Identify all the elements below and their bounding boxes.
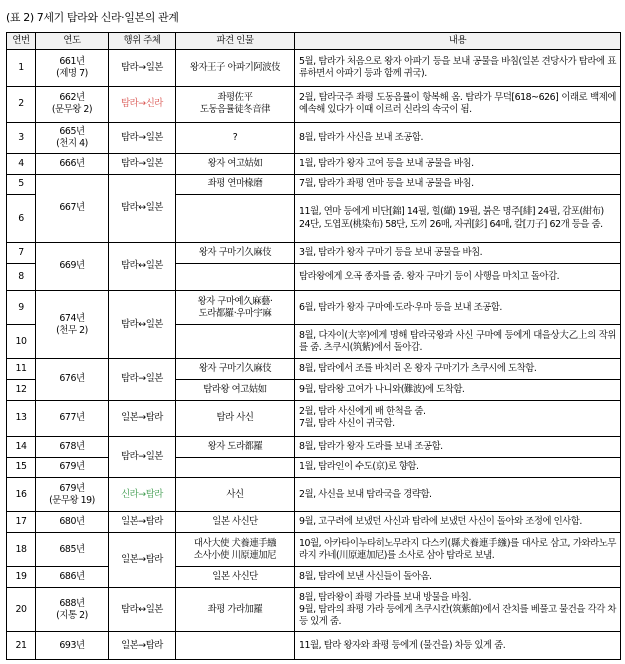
content-cell (295, 243, 621, 264)
cell-line: 탐라 사신 (216, 412, 254, 424)
cell-line: 일본 사신단 (212, 570, 258, 582)
year-cell (36, 587, 109, 632)
year-cell (36, 567, 109, 588)
row-number-cell: 19 (7, 567, 36, 588)
cell-line: 11월, 탐라 왕자와 좌평 등에게 (물건을) 차등 있게 줌. (299, 639, 506, 651)
year-cell (36, 243, 109, 291)
row-number-cell: 3 (7, 123, 36, 154)
cell-line: 소사小使 川原連加尼 (193, 549, 277, 561)
cell-line: 6월, 탐라가 왕자 구마예·도라·우마 등을 보내 조공함. (299, 301, 502, 313)
cell-line: 탐라왕 여고姑如 (203, 383, 267, 395)
content-cell (295, 123, 621, 154)
col-header-number: 연번 (7, 33, 36, 50)
envoy-cell (176, 457, 295, 478)
cell-line: 679년 (59, 482, 85, 494)
row-number-cell: 12 (7, 380, 36, 401)
year-cell (36, 86, 109, 123)
cell-line: 674년 (59, 312, 85, 324)
content-cell (295, 478, 621, 512)
cell-line: 686년 (59, 570, 85, 582)
content-cell (295, 86, 621, 123)
actor-cell: 탐라→일본 (109, 359, 176, 400)
actor-cell: 일본→탐라 (109, 632, 176, 660)
cell-line: 10월, 아카타이누타히노무라지 다스키(縣犬養連手繈)를 대사로 삼고, 가와라노무라지 카네(川原連加尼)를 소사로 삼아 탐라로 보냄. (299, 537, 616, 561)
actor-cell: 탐라→일본 (109, 437, 176, 478)
envoy-cell (176, 380, 295, 401)
envoy-cell (176, 325, 295, 359)
row-number-cell: 8 (7, 263, 36, 290)
actor-cell: 신라→탐라 (109, 478, 176, 512)
actor-cell: 탐라→신라 (109, 86, 176, 123)
content-cell (295, 567, 621, 588)
cell-line: 2월, 탐라 사신에게 배 한척을 줌. (299, 406, 426, 418)
envoy-cell (176, 195, 295, 243)
cell-line: (천지 4) (56, 138, 88, 149)
cell-line: 도동음률徒冬音律 (199, 104, 271, 116)
year-cell (36, 123, 109, 154)
row-number-cell: 20 (7, 587, 36, 632)
cell-line: 1월, 탐라가 왕자 고여 등을 보내 공물을 바침. (299, 157, 474, 169)
actor-cell: 탐라↔일본 (109, 243, 176, 291)
cell-line: (문무왕 19) (49, 494, 95, 506)
cell-line: (문무왕 2) (51, 104, 93, 116)
cell-line: 5월, 탐라가 처음으로 왕자 아파기 등을 보내 공물을 바침(일본 견당사가 탐라에 표류하면서 아파기 등과 함께 귀국). (299, 55, 616, 79)
cell-line: 665년 (59, 125, 85, 137)
cell-line: 679년 (59, 461, 85, 473)
cell-line: 678년 (59, 440, 85, 452)
table-row (7, 587, 621, 632)
cell-line: 688년 (59, 597, 85, 609)
cell-line: 왕자王子 아파기阿波伎 (189, 61, 281, 73)
header-row (7, 33, 621, 50)
actor-cell: 탐라→일본 (109, 123, 176, 154)
row-number-cell: 1 (7, 50, 36, 87)
content-cell (295, 325, 621, 359)
row-number-cell: 13 (7, 400, 36, 437)
year-cell (36, 532, 109, 566)
actor-cell: 탐라→일본 (109, 153, 176, 174)
relations-table (6, 32, 621, 660)
table-row (7, 86, 621, 123)
year-cell (36, 153, 109, 174)
row-number-cell: 2 (7, 86, 36, 123)
content-cell (295, 437, 621, 458)
actor-cell: 탐라↔일본 (109, 174, 176, 243)
col-header-content: 내용 (295, 33, 621, 50)
cell-line: 일본 사신단 (212, 516, 258, 528)
cell-line: (제명 7) (56, 67, 88, 79)
content-cell (295, 532, 621, 566)
cell-line: 왕자 구마기久麻伎 (198, 363, 272, 375)
cell-line: 3월, 탐라가 왕자 구마기 등을 보내 공물을 바침. (299, 246, 483, 258)
cell-line: 8월, 탐라가 사신을 보내 조공함. (299, 131, 423, 143)
row-number-cell: 17 (7, 512, 36, 533)
row-number-cell: 5 (7, 174, 36, 195)
cell-line: 661년 (59, 55, 85, 67)
envoy-cell (176, 400, 295, 437)
cell-line: 8월, 다자이(大宰)에게 명해 탐라국왕과 사신 구마예 등에게 대을상大乙上의 작위를 줌. 츠쿠시(筑紫)에서 돌아감. (299, 329, 616, 353)
row-number-cell: 4 (7, 153, 36, 174)
table-row (7, 512, 621, 533)
cell-line: 왕자 구마기久麻伎 (198, 246, 272, 258)
table-row (7, 532, 621, 566)
cell-line: 좌평佐平 (217, 92, 253, 104)
cell-line: 왕자 구마예久麻藝· (197, 295, 273, 307)
row-number-cell: 9 (7, 290, 36, 324)
cell-line: 좌평 가라加羅 (207, 603, 263, 615)
cell-line: 왕자 여고姑如 (207, 157, 263, 169)
cell-line: 사신 (226, 488, 244, 500)
table-row (7, 153, 621, 174)
cell-line: 666년 (59, 157, 85, 169)
cell-line: 2월, 탐라국주 좌평 도동음률이 항복해 옴. 탐라가 무덕[618~626] 이래로 백제에 예속해 있다가 이때 이르러 신라의 속국이 됨. (299, 92, 616, 116)
table-row (7, 243, 621, 264)
row-number-cell: 15 (7, 457, 36, 478)
table-row (7, 50, 621, 87)
table-row (7, 632, 621, 660)
year-cell (36, 632, 109, 660)
envoy-cell (176, 263, 295, 290)
year-cell (36, 174, 109, 243)
envoy-cell (176, 174, 295, 195)
year-cell (36, 400, 109, 437)
cell-line: 7월, 탐라 사신이 귀국함. (299, 418, 395, 430)
row-number-cell: 14 (7, 437, 36, 458)
actor-cell: 일본→탐라 (109, 512, 176, 533)
table-row (7, 359, 621, 380)
col-header-actor: 행위 주체 (109, 33, 176, 50)
table-row (7, 478, 621, 512)
row-number-cell: 18 (7, 532, 36, 566)
table-row (7, 437, 621, 458)
envoy-cell (176, 50, 295, 87)
actor-cell: 일본→탐라 (109, 400, 176, 437)
row-number-cell: 10 (7, 325, 36, 359)
col-header-envoy: 파견 인물 (176, 33, 295, 50)
cell-line: 680년 (59, 516, 85, 528)
cell-line: 669년 (59, 260, 85, 272)
cell-line: (천무 2) (56, 324, 88, 336)
col-header-year: 연도 (36, 33, 109, 50)
envoy-cell (176, 532, 295, 566)
content-cell (295, 359, 621, 380)
cell-line: 8월, 탐라가 왕자 도라를 보내 조공함. (299, 440, 443, 452)
content-cell (295, 380, 621, 401)
actor-cell: 탐라→일본 (109, 50, 176, 87)
content-cell (295, 153, 621, 174)
envoy-cell (176, 123, 295, 154)
table-row (7, 457, 621, 478)
table-row (7, 400, 621, 437)
year-cell (36, 359, 109, 400)
year-cell (36, 50, 109, 87)
row-number-cell: 21 (7, 632, 36, 660)
envoy-cell (176, 243, 295, 264)
row-number-cell: 11 (7, 359, 36, 380)
envoy-cell (176, 153, 295, 174)
year-cell (36, 478, 109, 512)
content-cell (295, 290, 621, 324)
table-row (7, 567, 621, 588)
content-cell (295, 512, 621, 533)
content-cell (295, 457, 621, 478)
table-row (7, 123, 621, 154)
envoy-cell (176, 587, 295, 632)
envoy-cell (176, 567, 295, 588)
envoy-cell (176, 290, 295, 324)
cell-line: 2월, 사신을 보내 탐라국을 경략함. (299, 488, 432, 500)
content-cell (295, 174, 621, 195)
table-row (7, 290, 621, 324)
content-cell (295, 400, 621, 437)
cell-line: 탐라왕에게 오곡 종자를 줌. 왕자 구마기 등이 사행을 마치고 돌아감. (299, 270, 560, 282)
cell-line: 도라都羅·우마宇麻 (198, 307, 272, 319)
actor-cell: 일본→탐라 (109, 532, 176, 587)
cell-line: ? (232, 131, 238, 143)
cell-line: 8월, 탐라왕이 좌평 가라를 보내 방물을 바침. (299, 591, 472, 603)
cell-line: 667년 (59, 202, 85, 214)
cell-line: 693년 (59, 639, 85, 651)
envoy-cell (176, 632, 295, 660)
cell-line: 8월, 탐라에서 조를 바치러 온 왕자 구마기가 츠쿠시에 도착함. (299, 363, 537, 375)
row-number-cell: 7 (7, 243, 36, 264)
year-cell (36, 437, 109, 458)
cell-line: 685년 (59, 543, 85, 555)
year-cell (36, 512, 109, 533)
cell-line: 8월, 탐라에 보낸 사신들이 돌아옴. (299, 570, 432, 582)
cell-line: 676년 (59, 373, 85, 385)
table-caption: (표 2) 7세기 탐라와 신라·일본의 관계 (6, 11, 179, 24)
content-cell (295, 195, 621, 243)
content-cell (295, 50, 621, 87)
envoy-cell (176, 437, 295, 458)
row-number-cell: 16 (7, 478, 36, 512)
cell-line: 좌평 연마椽磨 (207, 178, 263, 190)
cell-line: 9월, 고구려에 보냈던 사신과 탐라에 보냈던 사신이 돌아와 조정에 인사함. (299, 516, 582, 528)
cell-line: 662년 (59, 92, 85, 104)
cell-line: 7월, 탐라가 좌평 연마 등을 보내 공물을 바침. (299, 178, 474, 190)
envoy-cell (176, 478, 295, 512)
year-cell (36, 290, 109, 359)
table-row (7, 174, 621, 195)
cell-line: 677년 (59, 412, 85, 424)
envoy-cell (176, 359, 295, 380)
actor-cell: 탐라↔일본 (109, 587, 176, 632)
cell-line: 11월, 연마 등에게 비단[錦] 14필, 힐(纈) 19필, 붉은 명주[緋] 24필, 감포(紺布) 24단, 도엽포(桃染布) 58단, 도끼 26매, 자귀[釤] 64매, 칼[刀子] 62개 등을 줌. (299, 206, 604, 230)
envoy-cell (176, 86, 295, 123)
cell-line: 9월, 탐라왕 고여가 나니와(難波)에 도착함. (299, 383, 465, 395)
actor-cell: 탐라↔일본 (109, 290, 176, 359)
cell-line: 왕자 도라都羅 (207, 440, 263, 452)
cell-line: 9월, 탐라의 좌평 가라 등에게 츠쿠시칸(筑紫館)에서 잔치를 베풀고 물건을 각각 차등 있게 줌. (299, 603, 616, 627)
content-cell (295, 632, 621, 660)
year-cell (36, 457, 109, 478)
cell-line: (지통 2) (56, 609, 88, 621)
row-number-cell: 6 (7, 195, 36, 243)
cell-line: 대사大使 犬養連手繈 (193, 537, 277, 549)
cell-line: 1월, 탐라인이 수도(京)로 향함. (299, 461, 419, 473)
content-cell (295, 587, 621, 632)
envoy-cell (176, 512, 295, 533)
content-cell (295, 263, 621, 290)
